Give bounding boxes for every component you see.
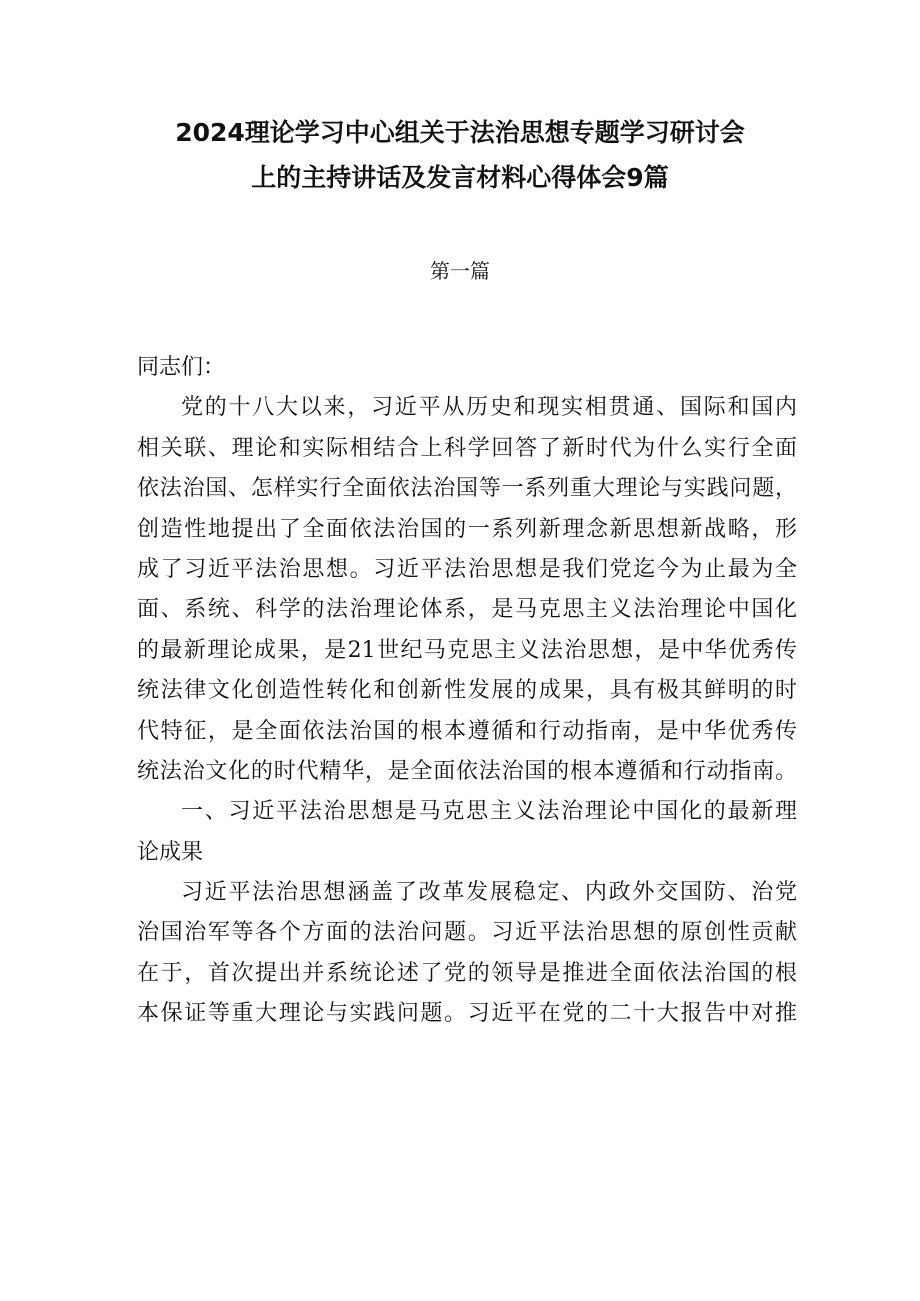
salutation: 同志们： <box>137 355 226 380</box>
paragraph-line: 的最新理论成果，是21世纪马克思主义法治思想，是中华优秀传 <box>137 637 797 663</box>
paragraph-line: 本保证等重大理论与实践问题。习近平在党的二十大报告中对推 <box>137 1001 797 1027</box>
paragraph-line: 代特征，是全面依法治国的根本遵循和行动指南，是中华优秀传 <box>137 718 797 744</box>
paragraph-line: 在于，首次提出并系统论述了党的领导是推进全面依法治国的根 <box>137 960 797 986</box>
title-line-2: 上的主持讲话及发言材料心得体会9篇 <box>251 163 669 192</box>
document-title <box>0 110 920 200</box>
title-line-1: 2024理论学习中心组关于法治思想专题学习研讨会 <box>175 118 745 147</box>
paragraph-line: 依法治国、怎样实行全面依法治国等一系列重大理论与实践问题， <box>137 476 797 502</box>
chapter-heading: 第一篇 <box>430 259 490 283</box>
paragraph-line: 统法律文化创造性转化和创新性发展的成果，具有极其鲜明的时 <box>137 678 797 704</box>
paragraph-line: 习近平法治思想涵盖了改革发展稳定、内政外交国防、治党 <box>181 880 797 906</box>
paragraph-line: 相关联、理论和实际相结合上科学回答了新时代为什么实行全面 <box>137 435 797 461</box>
paragraph-line: 创造性地提出了全面依法治国的一系列新理念新思想新战略，形 <box>137 516 797 542</box>
section-heading-line: 一、习近平法治思想是马克思主义法治理论中国化的最新理 <box>181 799 797 825</box>
paragraph-line: 统法治文化的时代精华，是全面依法治国的根本遵循和行动指南。 <box>137 758 797 784</box>
paragraph-line: 党的十八大以来，习近平从历史和现实相贯通、国际和国内 <box>181 395 797 421</box>
paragraph-line: 成了习近平法治思想。习近平法治思想是我们党迄今为止最为全 <box>137 556 797 582</box>
section-heading-line: 论成果 <box>137 839 204 865</box>
document-body <box>137 348 797 1035</box>
paragraph-line: 面、系统、科学的法治理论体系，是马克思主义法治理论中国化 <box>137 597 797 623</box>
paragraph-line: 治国治军等各个方面的法治问题。习近平法治思想的原创性贡献 <box>137 920 797 946</box>
